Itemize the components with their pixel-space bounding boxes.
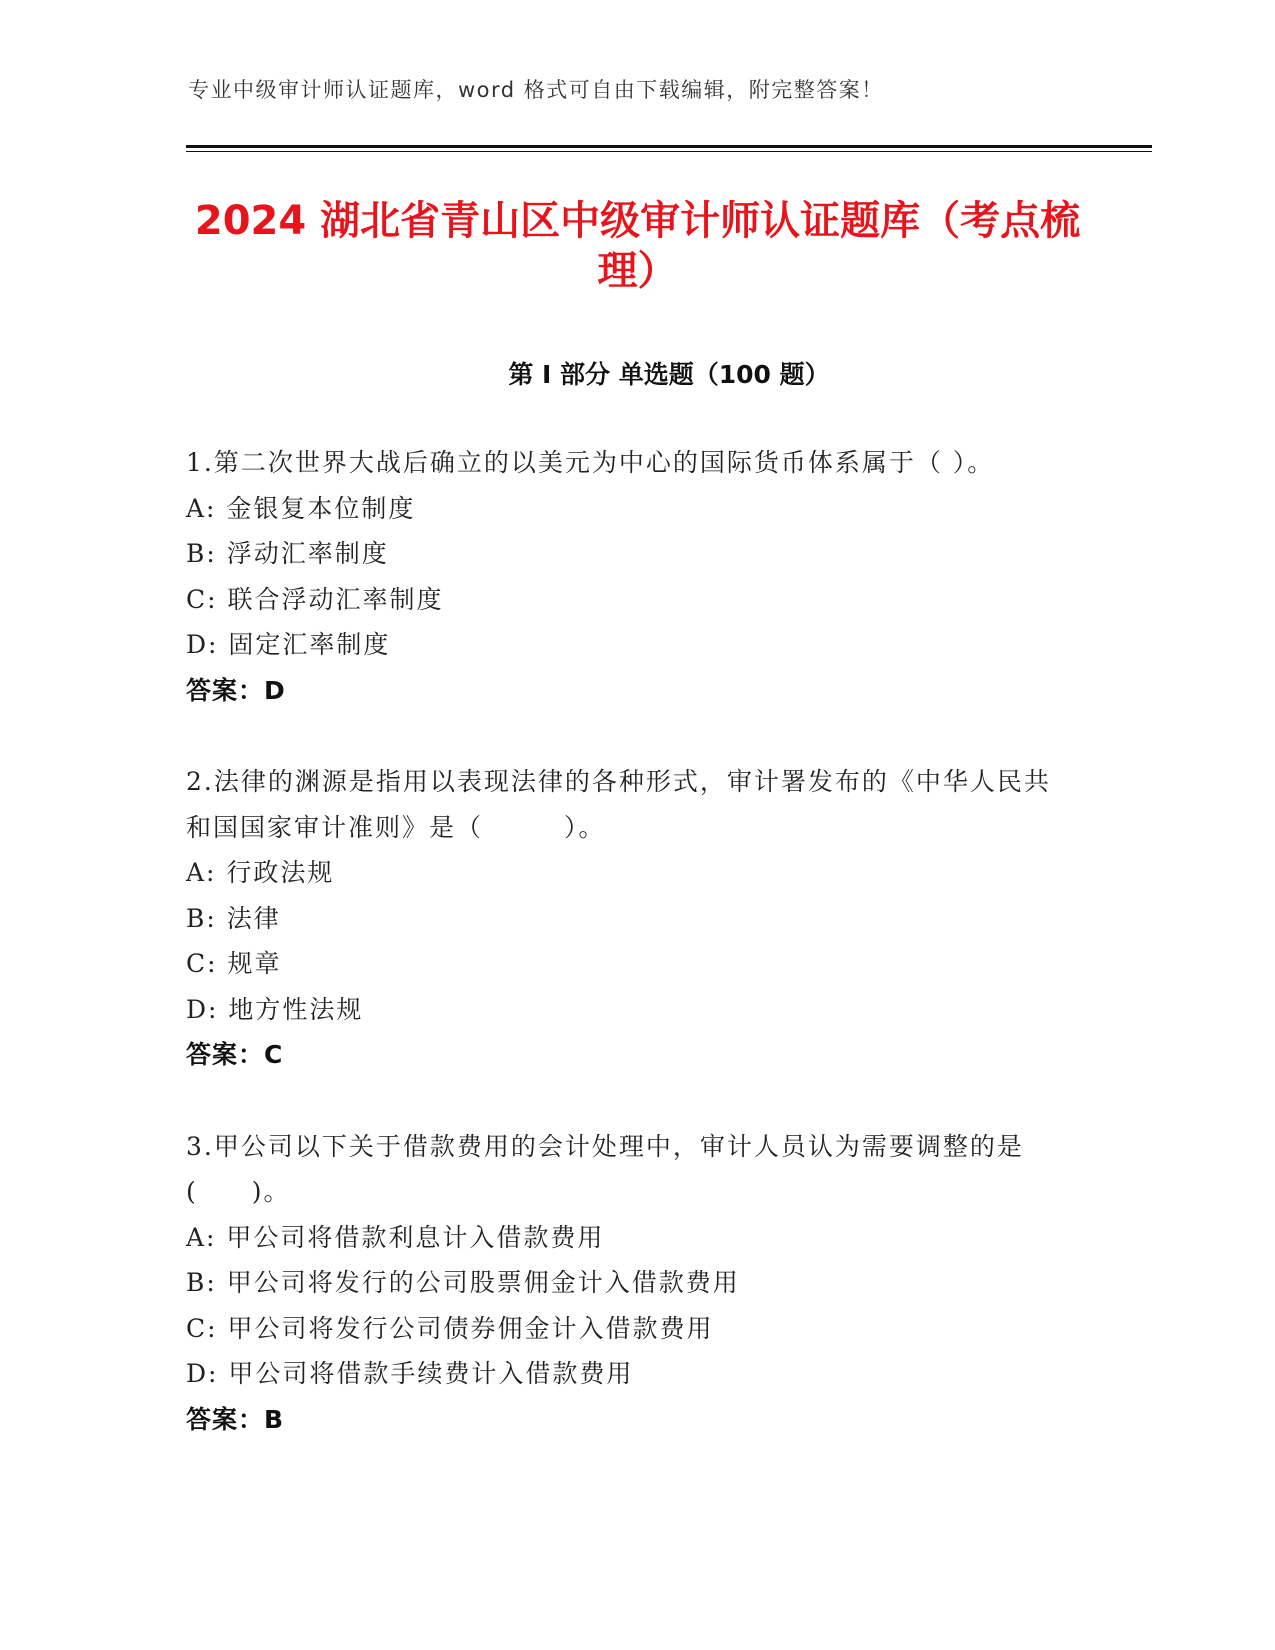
option-b: B: 浮动汇率制度 bbox=[186, 539, 389, 568]
option-a: A: 金银复本位制度 bbox=[186, 493, 416, 523]
option-c: C: 联合浮动汇率制度 bbox=[186, 584, 444, 614]
question-stem: 1.第二次世界大战后确立的以美元为中心的国际货币体系属于（ ）。 bbox=[186, 448, 995, 477]
question-1 bbox=[186, 440, 1066, 713]
option-c: C: 甲公司将发行公司债券佣金计入借款费用 bbox=[186, 1313, 714, 1343]
question-2 bbox=[186, 759, 1066, 1078]
option-a: A: 行政法规 bbox=[186, 858, 335, 887]
document-title: 2024 湖北省青山区中级审计师认证题库（考点梳理） bbox=[194, 198, 1081, 294]
section-title: 第 I 部分 单选题（100 题） bbox=[508, 360, 830, 389]
option-d: D: 甲公司将借款手续费计入借款费用 bbox=[186, 1359, 634, 1388]
option-a: A: 甲公司将借款利息计入借款费用 bbox=[186, 1222, 605, 1252]
option-d: D: 地方性法规 bbox=[186, 994, 364, 1024]
header-divider-thin bbox=[186, 151, 1152, 152]
header-divider-thick bbox=[186, 145, 1152, 148]
option-d: D: 固定汇率制度 bbox=[186, 630, 391, 659]
option-b: B: 甲公司将发行的公司股票佣金计入借款费用 bbox=[186, 1268, 740, 1297]
option-b: B: 法律 bbox=[186, 903, 281, 933]
page-header: 专业中级审计师认证题库，word 格式可自由下载编辑，附完整答案！ bbox=[188, 78, 884, 102]
question-stem: 2.法律的渊源是指用以表现法律的各种形式，审计署发布的《中华人民共和国国家审计准则》是（ ）。 bbox=[186, 767, 1051, 842]
question-list bbox=[186, 440, 1066, 1488]
question-3 bbox=[186, 1124, 1066, 1443]
answer: 答案：D bbox=[186, 675, 286, 705]
question-stem: 3.甲公司以下关于借款费用的会计处理中，审计人员认为需要调整的是( )。 bbox=[186, 1131, 1024, 1206]
option-c: C: 规章 bbox=[186, 949, 282, 978]
answer: 答案：B bbox=[186, 1404, 285, 1434]
answer: 答案：C bbox=[186, 1040, 284, 1069]
